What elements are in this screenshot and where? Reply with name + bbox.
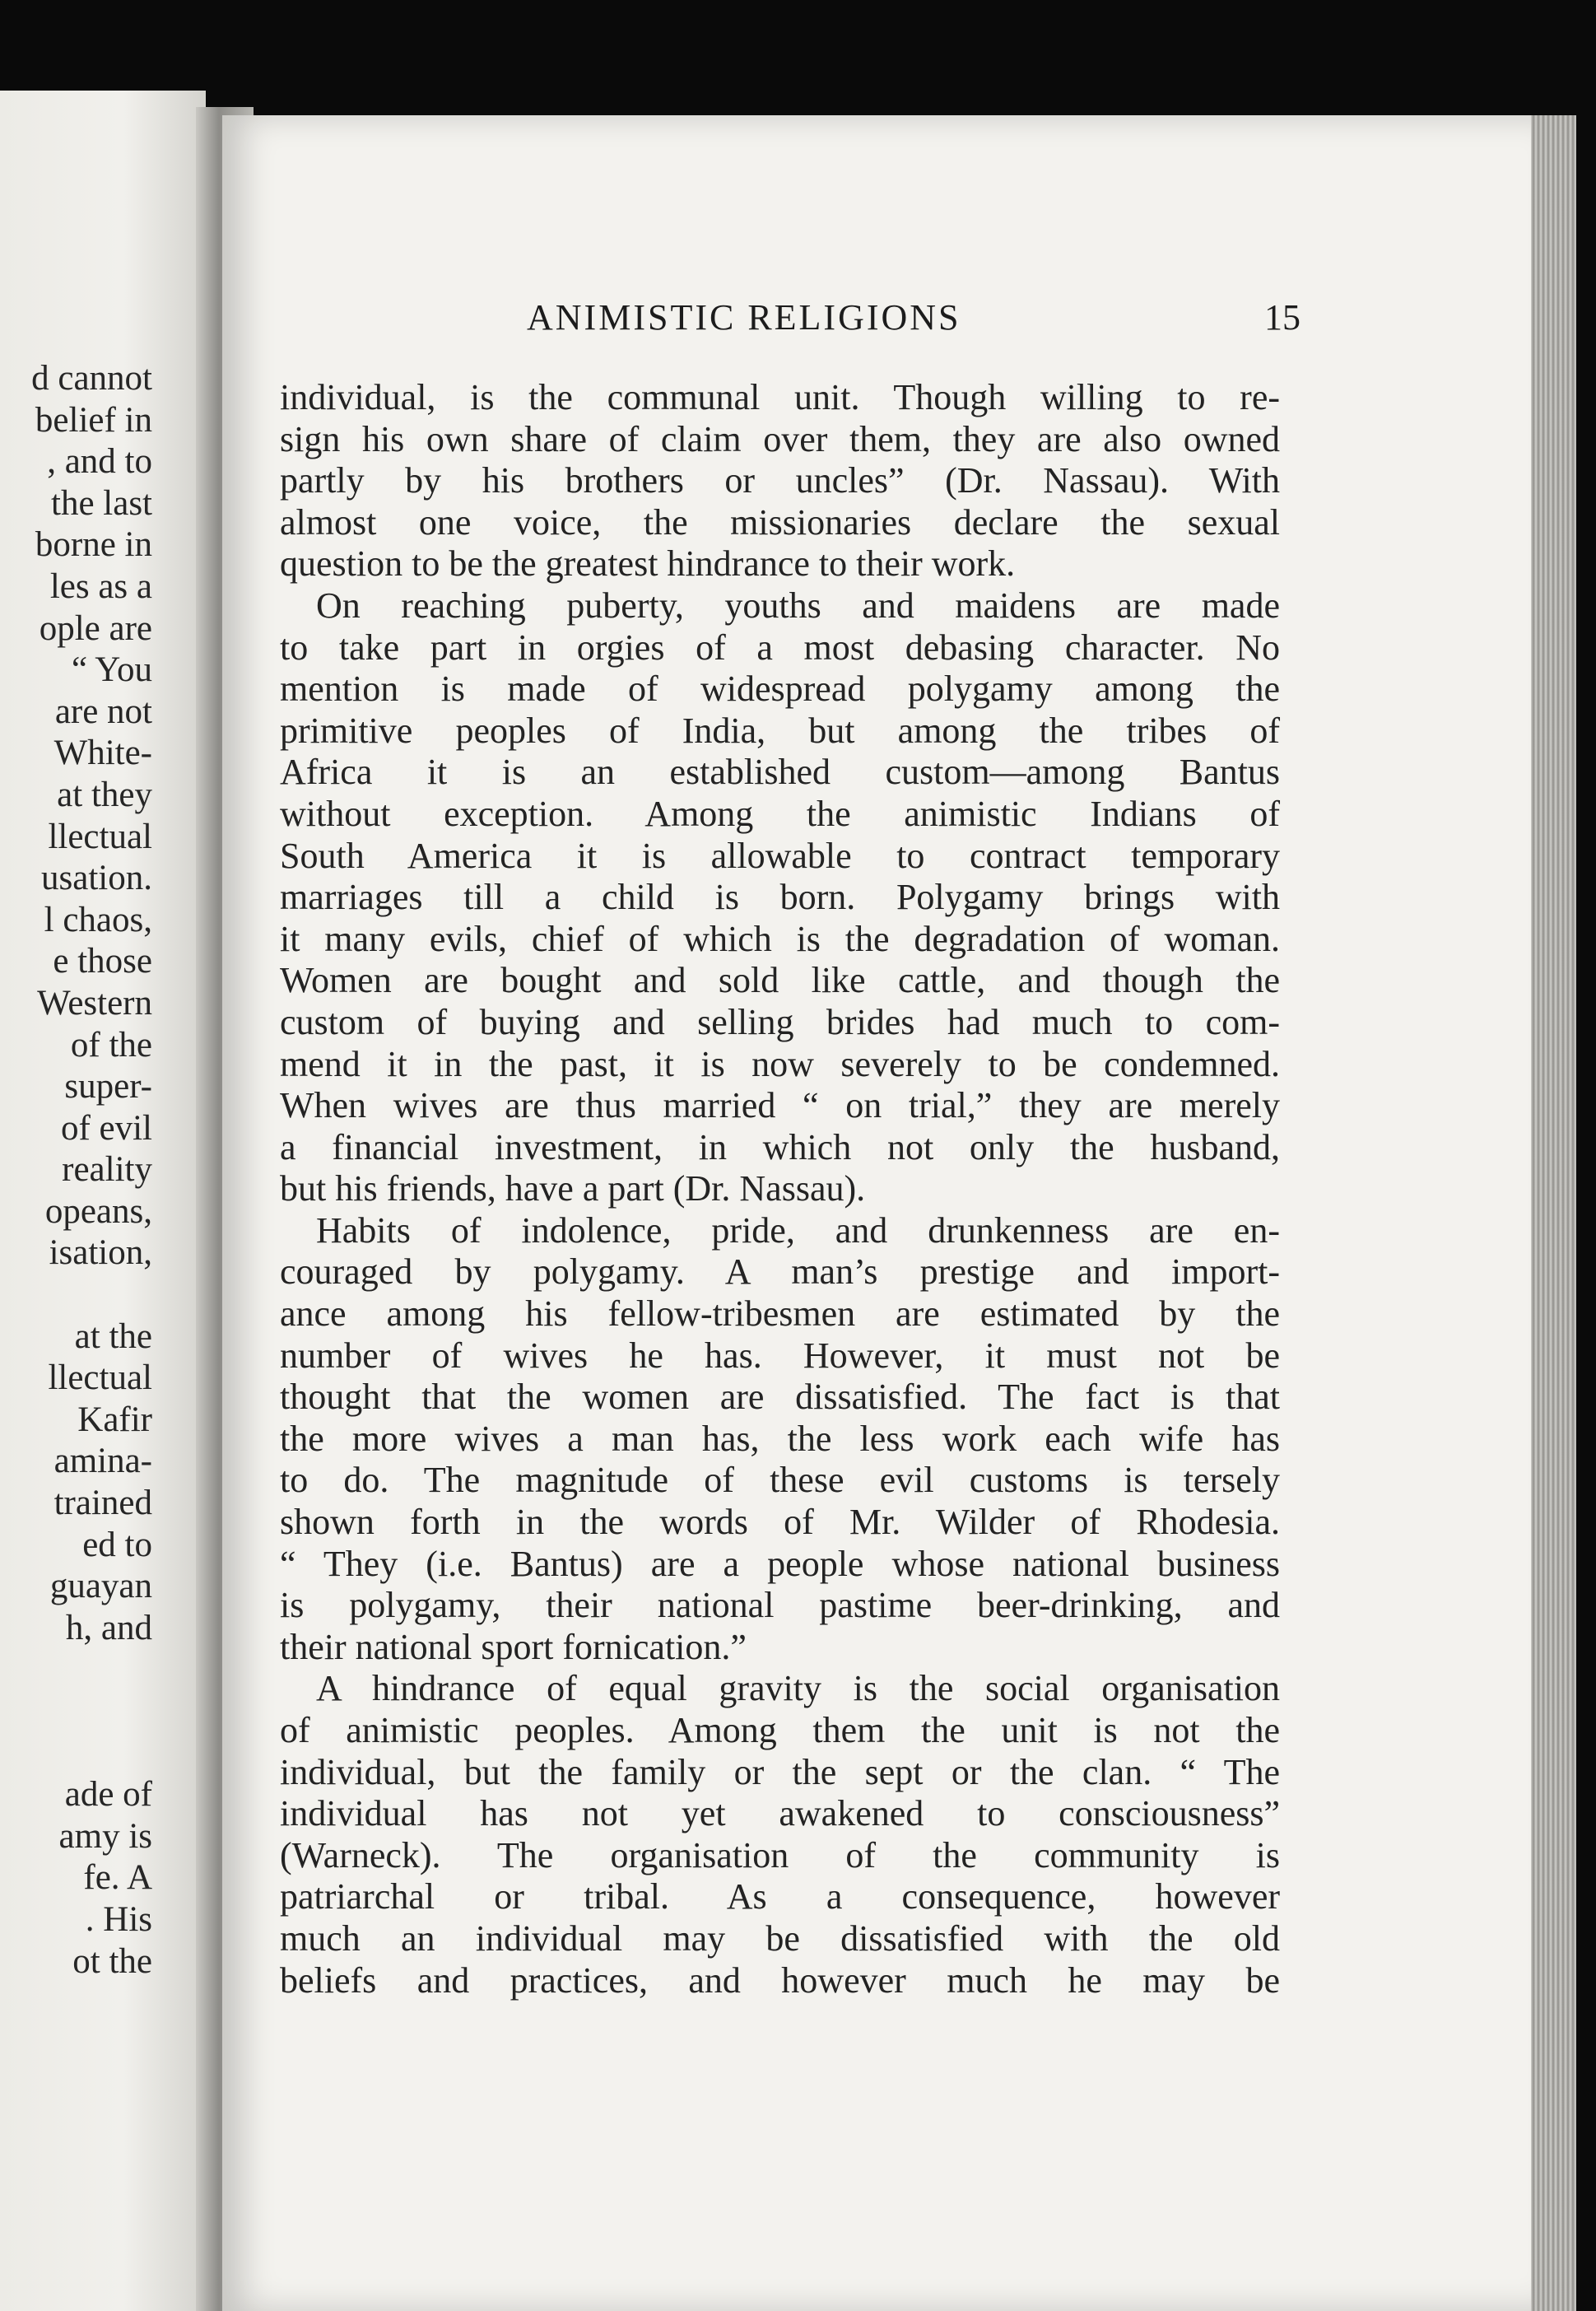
text-line: to do. The magnitude of these evil customs is tersely <box>280 1460 1280 1501</box>
text-line: South America it is allowable to contract temporary <box>280 835 1280 876</box>
left-page-fragment-line: of evil <box>60 1108 152 1148</box>
left-page-fragment-line: d cannot <box>31 359 152 398</box>
left-page-text-fragments <box>0 358 152 1983</box>
text-line: shown forth in the words of Mr. Wilder of Rhodesia. <box>280 1502 1280 1543</box>
left-page-fragment-line: at the <box>74 1316 152 1356</box>
left-page-fragment-line <box>0 1274 152 1316</box>
left-page-fragment-line: Kafir <box>77 1400 152 1439</box>
text-line: the more wives a man has, the less work each wife has <box>280 1418 1280 1459</box>
left-page-fragment-line: l chaos, <box>44 900 152 939</box>
left-page-fragment-line: amina- <box>54 1442 152 1481</box>
text-line: partly by his brothers or uncles” (Dr. Nassau). With <box>280 460 1280 501</box>
text-line: without exception. Among the animistic Indians of <box>280 793 1280 834</box>
text-line: custom of buying and selling brides had much to com- <box>280 1001 1280 1042</box>
text-line: individual, but the family or the sept or the clan. “ The <box>280 1751 1280 1792</box>
text-line: but his friends, have a part (Dr. Nassau). <box>280 1168 866 1209</box>
left-page-fragment-line: usation. <box>41 859 152 898</box>
left-page-fragment-line: of the <box>70 1025 152 1065</box>
text-line: their national sport fornication.” <box>280 1626 747 1667</box>
text-line: primitive peoples of India, but among the tribes of <box>280 710 1280 751</box>
left-page-fragment-line: llectual <box>48 817 152 856</box>
left-page-fragment-line: are not <box>54 692 152 731</box>
left-page-fragment-line <box>0 1649 152 1691</box>
left-page-fragment-line: . His <box>85 1899 152 1939</box>
left-page-fragment-line: reality <box>62 1150 152 1190</box>
left-page-fragment-line: h, and <box>65 1608 152 1647</box>
left-page-fragment-line: opeans, <box>44 1191 152 1231</box>
left-page-fragment-line: Western <box>37 983 152 1023</box>
text-line: sign his own share of claim over them, they are also owned <box>280 418 1280 459</box>
text-line: almost one voice, the missionaries declare the sexual <box>280 501 1280 543</box>
text-line: of animistic peoples. Among them the unit is not the <box>280 1710 1280 1750</box>
text-line: number of wives he has. However, it must not be <box>280 1335 1280 1376</box>
text-line: question to be the greatest hindrance to their work. <box>280 543 1016 585</box>
left-page-fragment-line: amy is <box>58 1816 152 1856</box>
text-line: A hindrance of equal gravity is the social organisation <box>316 1668 1280 1709</box>
text-line: mend it in the past, it is now severely to be condemned. <box>280 1043 1280 1084</box>
left-page-fragment-line: ople are <box>39 608 152 648</box>
left-page-fragment-line: llectual <box>48 1358 152 1398</box>
text-line: marriages till a child is born. Polygamy brings with <box>280 877 1280 918</box>
text-line: “ They (i.e. Bantus) are a people whose national business <box>280 1543 1280 1584</box>
text-line: is polygamy, their national pastime beer-drinking, and <box>280 1585 1280 1626</box>
left-page-fragment-line: les as a <box>49 566 152 606</box>
left-page-fragment-line: at they <box>57 775 152 814</box>
left-page-fragment-line: ade of <box>64 1775 152 1815</box>
left-page-fragment-line: fe. A <box>83 1858 152 1898</box>
running-title: ANIMISTIC RELIGIONS <box>527 297 961 338</box>
text-line: a financial investment, in which not only the husband, <box>280 1126 1280 1167</box>
text-line: couraged by polygamy. A man’s prestige and import- <box>280 1251 1280 1293</box>
left-page-fragment-line: , and to <box>47 442 152 482</box>
page-edge <box>1531 115 1576 2311</box>
left-page-fragment-line: ed to <box>82 1525 152 1564</box>
page-number: 15 <box>1264 297 1301 338</box>
text-line: Women are bought and sold like cattle, and though the <box>280 960 1280 1001</box>
text-line: to take part in orgies of a most debasing character. No <box>280 627 1280 668</box>
left-page-fragment-line: the last <box>51 483 152 523</box>
text-line: ance among his fellow-tribesmen are estimated by the <box>280 1293 1280 1335</box>
left-page-fragment-line: White- <box>54 734 152 773</box>
left-page-fragment-line: super- <box>64 1067 152 1107</box>
text-line: (Warneck). The organisation of the community is <box>280 1834 1280 1875</box>
left-page-fragment-line: guayan <box>49 1567 152 1606</box>
text-line: individual has not yet awakened to consciousness” <box>280 1793 1280 1834</box>
text-line: it many evils, chief of which is the degradation of woman. <box>280 918 1280 959</box>
text-line: individual, is the communal unit. Though willing to re- <box>280 377 1280 417</box>
left-page-fragment-line: borne in <box>35 525 152 565</box>
left-page-fragment-line: “ You <box>72 650 152 690</box>
left-page-fragment-line: belief in <box>35 400 152 440</box>
text-line: On reaching puberty, youths and maidens are made <box>316 585 1280 626</box>
text-line: Habits of indolence, pride, and drunkenness are en- <box>316 1209 1280 1251</box>
left-page-fragment-line <box>0 1733 152 1775</box>
left-page-fragment-line: trained <box>54 1484 152 1523</box>
left-page-fragment-line: e those <box>53 942 152 981</box>
text-line: patriarchal or tribal. As a consequence, however <box>280 1876 1280 1917</box>
text-line: beliefs and practices, and however much he may be <box>280 1959 1280 2001</box>
text-line: mention is made of widespread polygamy among the <box>280 669 1280 710</box>
left-page-fragment-line <box>0 1691 152 1733</box>
text-line: thought that the women are dissatisfied. The fact is that <box>280 1377 1280 1418</box>
body-text <box>280 377 1280 2001</box>
left-page-fragment-line: ot the <box>72 1941 152 1981</box>
text-line: much an individual may be dissatisfied with the old <box>280 1917 1280 1959</box>
text-line: When wives are thus married “ on trial,” they are merely <box>280 1085 1280 1126</box>
left-page-fragment-line: isation, <box>49 1233 152 1273</box>
text-line: Africa it is an established custom—among Bantus <box>280 752 1280 793</box>
left-page <box>0 91 206 2311</box>
